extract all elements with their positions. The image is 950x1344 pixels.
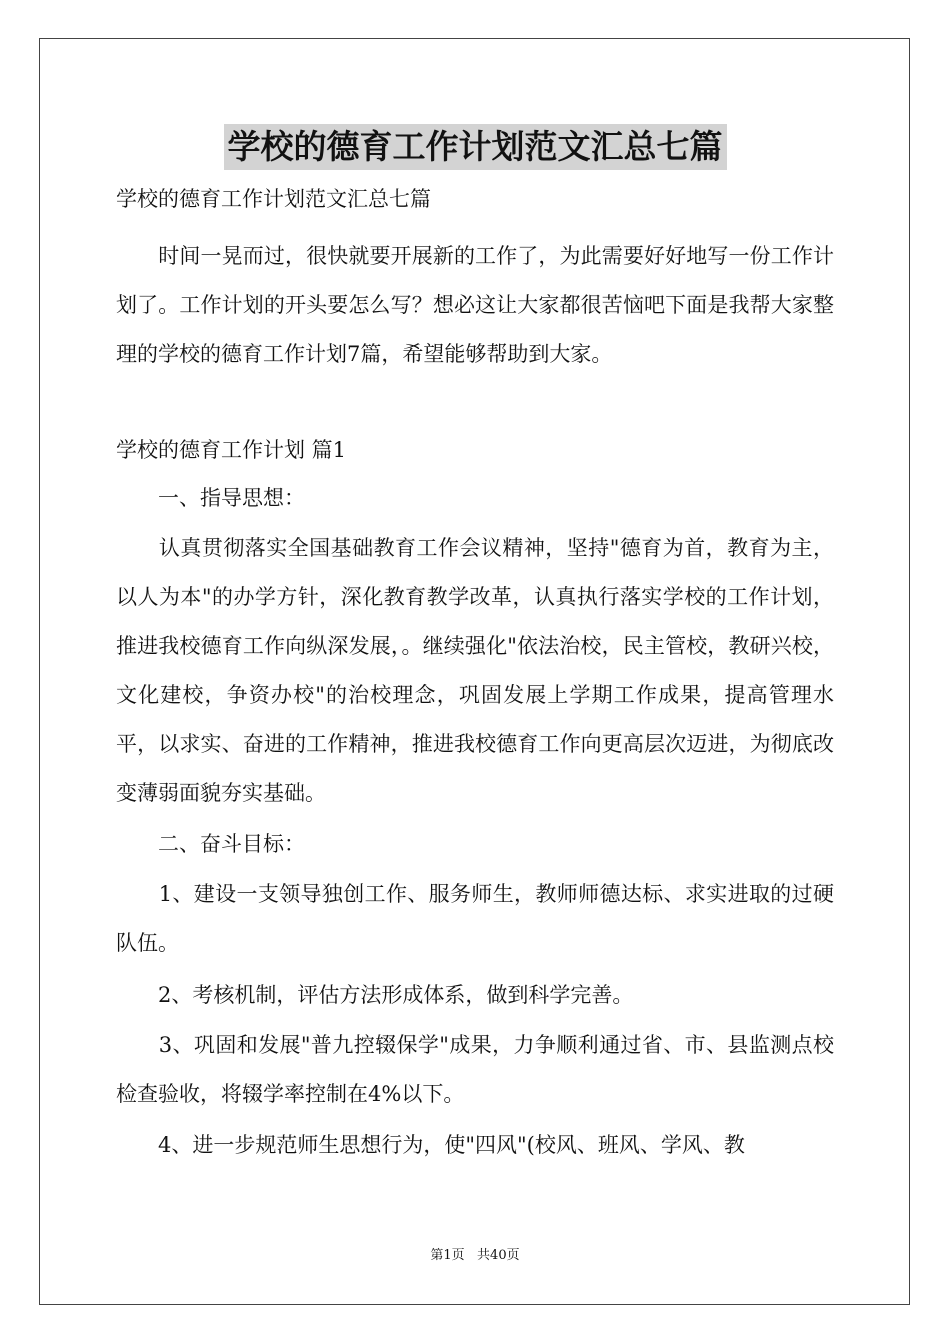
document-subtitle: 学校的德育工作计划范文汇总七篇	[116, 187, 431, 211]
document-title: 学校的德育工作计划范文汇总七篇	[224, 124, 727, 170]
intro-paragraph: 时间一晃而过，很快就要开展新的工作了，为此需要好好地写一份工作计划了。工作计划的开头要怎么写？想必这让大家都很苦恼吧下面是我帮大家整理的学校的德育工作计划7篇，希望能够帮助到大家。	[116, 244, 834, 366]
page-footer: 第1页 共40页	[430, 1248, 520, 1263]
goal-item-4: 4、进一步规范师生思想行为，使"四风"(校风、班风、学风、教	[116, 1133, 745, 1157]
goal-item-3: 3、巩固和发展"普九控辍保学"成果，力争顺利通过省、市、县监测点校检查验收，将辍学率控制在4%以下。	[116, 1033, 834, 1106]
section-heading-1: 学校的德育工作计划 篇1	[116, 438, 347, 462]
goal-item-1: 1、建设一支领导独创工作、服务师生，教师师德达标、求实进取的过硬队伍。	[116, 882, 834, 955]
goals-heading: 二、奋斗目标：	[116, 832, 305, 856]
guide-paragraph: 认真贯彻落实全国基础教育工作会议精神，坚持"德育为首，教育为主，以人为本"的办学方针，深化教育教学改革，认真执行落实学校的工作计划，推进我校德育工作向纵深发展，。继续强化"依法治校，民主管校，教研兴校，文化建校，争资办校"的治校理念，巩固发展上学期工作成果，提高管理水平，以求实、奋进的工作精神，推进我校德育工作向更高层次迈进，为彻底改变薄弱面貌夯实基础。	[116, 536, 834, 805]
goal-item-2: 2、考核机制，评估方法形成体系，做到科学完善。	[116, 983, 634, 1007]
guide-heading: 一、指导思想：	[116, 486, 305, 510]
title-wrap	[0, 124, 950, 170]
